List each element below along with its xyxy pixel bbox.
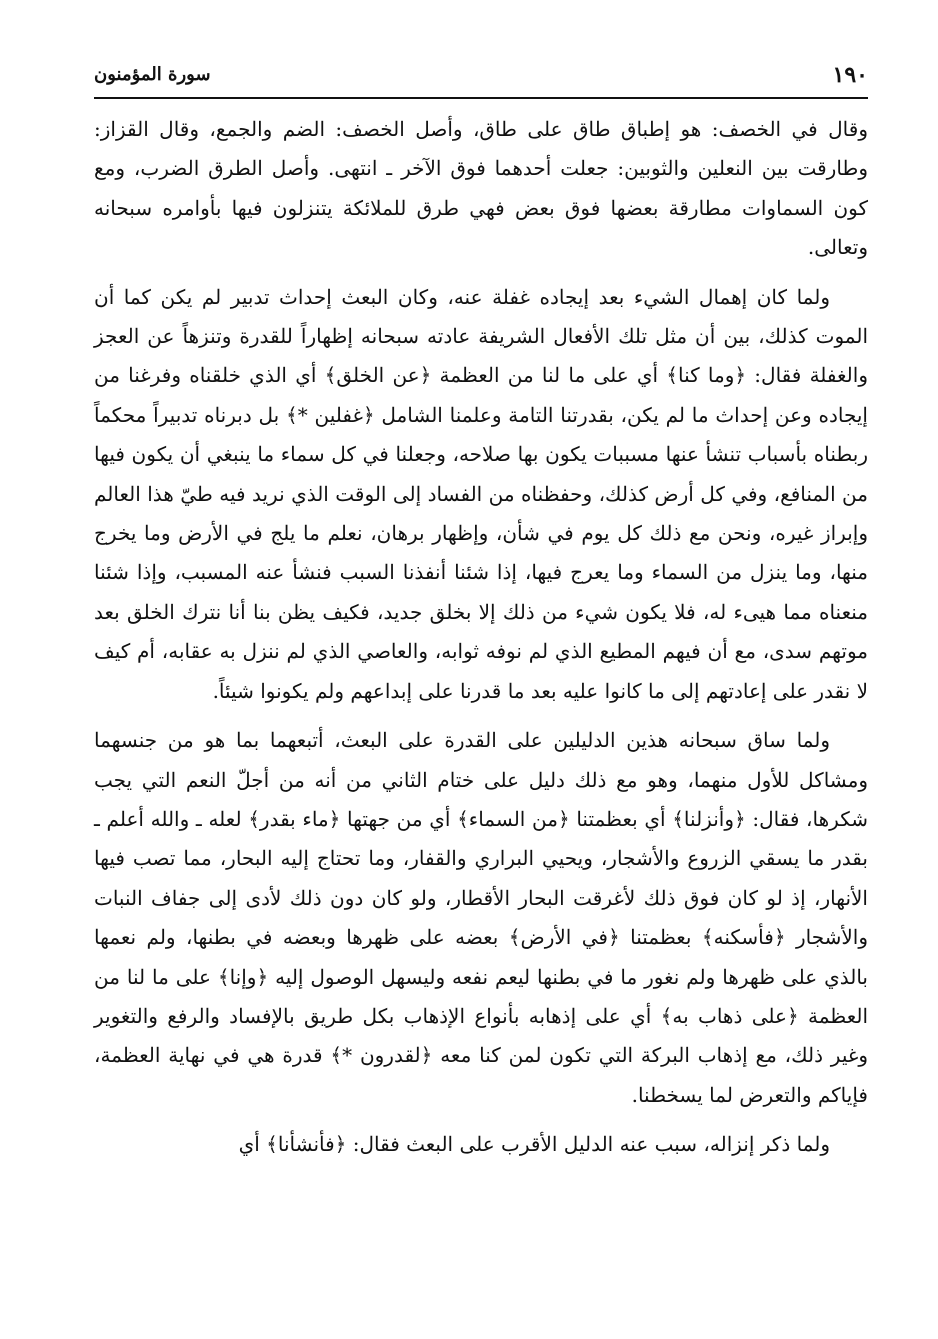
paragraph-4: ولما ذكر إنزاله، سبب عنه الدليل الأقرب على البعث فقال: ﴿فأنشأنا﴾ أي <box>238 1132 830 1157</box>
paragraph-2: ولما كان إهمال الشيء بعد إيجاده غفلة عنه، وكان البعث إحداث تدبير لم يكن كما أن الموت كذلك، بين أن مثل تلك الأفعال الشريفة عادته سبحانه إظهاراً للقدرة وتنزهاً عن العجز والغفلة فقال: ﴿وما كنا﴾ أي على ما لنا من العظمة ﴿عن الخلق﴾ أي الذي خلقناه وفرغنا من إيجاده وعن إحداث ما لم يكن، بقدرتنا التامة وعلمنا الشامل ﴿غفلين *﴾ بل دبرناه تدبيراً محكماً ربطناه بأسباب تنشأ عنها مسببات يكون بها صلاحه، وجعلنا في كل سماء ما ينبغي أن يكون فيها من المنافع، وفي كل أرض كذلك، وحفظناه من الفساد إلى الوقت الذي نريد فيه طيّ هذا العالم وإبراز غيره، ونحن مع ذلك كل يوم في شأن، وإظهار برهان، نعلم ما يلج في الأرض وما يخرج منها، وما ينزل من السماء وما يعرج فيها، إذا شئنا أنفذنا السبب فنشأ عنه المسبب، وإذا شئنا منعناه مما هيىء له، فلا يكون شيء من ذلك إلا بخلق جديد، فكيف يظن بنا أنا نترك الخلق بعد موتهم سدى، مع أن فيهم المطيع الذي لم نوفه ثوابه، والعاصي الذي لم ننزل به عقابه، أم كيف لا نقدر على إعادتهم إلى ما كانوا عليه بعد ما قدرنا على إبداعهم ولم يكونوا شيئاً. <box>94 284 868 703</box>
paragraph-1: وقال في الخصف: هو إطباق طاق على طاق، وأصل الخصف: الضم والجمع، وقال القزاز: وطارقت بين النعلين والثوبين: جعلت أحدهما فوق الآخر ـ انتهى. وأصل الطرق الضرب، ومع كون السماوات مطارقة بعضها فوق بعض فهي طرق للملائكة يتنزلون فيها بأوامره سبحانه وتعالى. <box>94 117 868 260</box>
header-divider <box>94 97 868 99</box>
surah-title: سورة المؤمنون <box>94 64 211 85</box>
page-header <box>94 58 868 98</box>
page-number: ١٩٠ <box>832 62 868 88</box>
paragraph-3: ولما ساق سبحانه هذين الدليلين على القدرة على البعث، أتبعهما بما هو من جنسهما ومشاكل للأول منهما، وهو مع ذلك دليل على ختام الثاني من أنه من أجلّ النعم التي يجب شكرها، فقال: ﴿وأنزلنا﴾ أي بعظمتنا ﴿من السماء﴾ أي من جهتها ﴿ماء بقدر﴾ لعله ـ والله أعلم ـ بقدر ما يسقي الزروع والأشجار، ويحيي البراري والقفار، وما تحتاج إليه البحار، مما تصب فيها الأنهار، إذ لو كان فوق ذلك لأغرقت البحار الأقطار، ولو كان دون ذلك لأدى إلى جفاف النبات والأشجار ﴿فأسكنه﴾ بعظمتنا ﴿في الأرض﴾ بعضه على ظهرها وبعضه في بطنها، ولم نعمها بالذي على ظهرها ولم نغور ما في بطنها ليعم نفعه وليسهل الوصول إليه ﴿وإنا﴾ على ما لنا من العظمة ﴿على ذهاب به﴾ أي على إذهابه بأنواع الإذهاب بكل طريق بالإفساد والرفع والتغوير وغير ذلك، مع إذهاب البركة التي تكون لمن كنا معه ﴿لقدرون *﴾ قدرة هي في نهاية العظمة، فإياكم والتعرض لما يسخطنا. <box>94 728 869 1107</box>
page-body <box>94 110 868 1175</box>
